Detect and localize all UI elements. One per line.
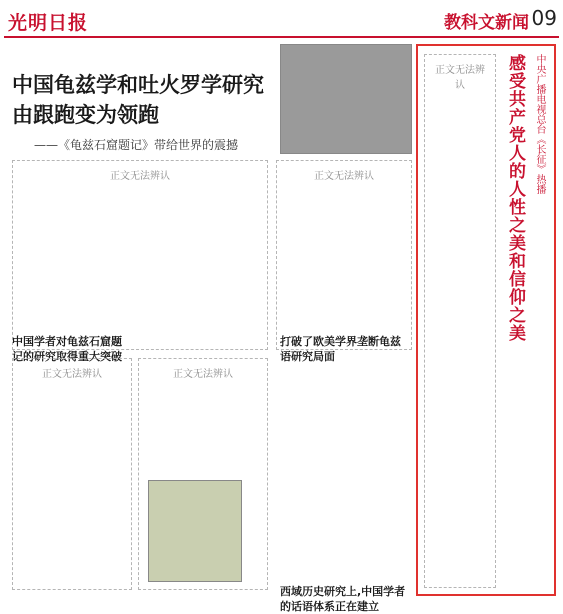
unreadable-notice: 正文无法辨认 (314, 171, 374, 182)
article-headline (12, 70, 264, 130)
unreadable-notice: 正文无法辨认 (42, 369, 102, 380)
right-article-title: 感受共产党人的人性之美和信仰之美 (505, 54, 525, 342)
section-heading-2: 打破了欧美学界垄断龟兹语研究局面 (280, 335, 401, 363)
book-cover-photo (148, 480, 242, 582)
article-body-lower-left (12, 358, 132, 590)
page-number: 09 (531, 6, 557, 30)
headline-line-2: 由跟跑变为领跑 (12, 102, 159, 127)
section-heading-1: 中国学者对龟兹石窟题记的研究取得重大突破 (12, 335, 122, 363)
newspaper-logo: 光明日报 (8, 12, 89, 34)
right-article-kicker: 中央广播电视总台《长征》热播 (534, 54, 545, 194)
section-title: 教科文新闻 (444, 13, 529, 33)
right-article-body (424, 54, 496, 588)
article-body-upper-right (276, 160, 412, 350)
unreadable-notice: 正文无法辨认 (435, 65, 485, 91)
unreadable-notice: 正文无法辨认 (173, 369, 233, 380)
article-subhead: ——《龟兹石窟题记》带给世界的震撼 (34, 138, 239, 152)
masthead-rule (4, 36, 559, 38)
section-heading-3: 西域历史研究上,中国学者的话语体系正在建立 (280, 585, 406, 613)
left-article (8, 44, 413, 613)
unreadable-notice: 正文无法辨认 (110, 171, 170, 182)
headline-line-1: 中国龟兹学和吐火罗学研究 (12, 72, 264, 97)
right-article (416, 44, 556, 596)
cave-photo (280, 44, 412, 154)
article-body-upper-left (12, 160, 268, 350)
masthead (4, 6, 559, 34)
